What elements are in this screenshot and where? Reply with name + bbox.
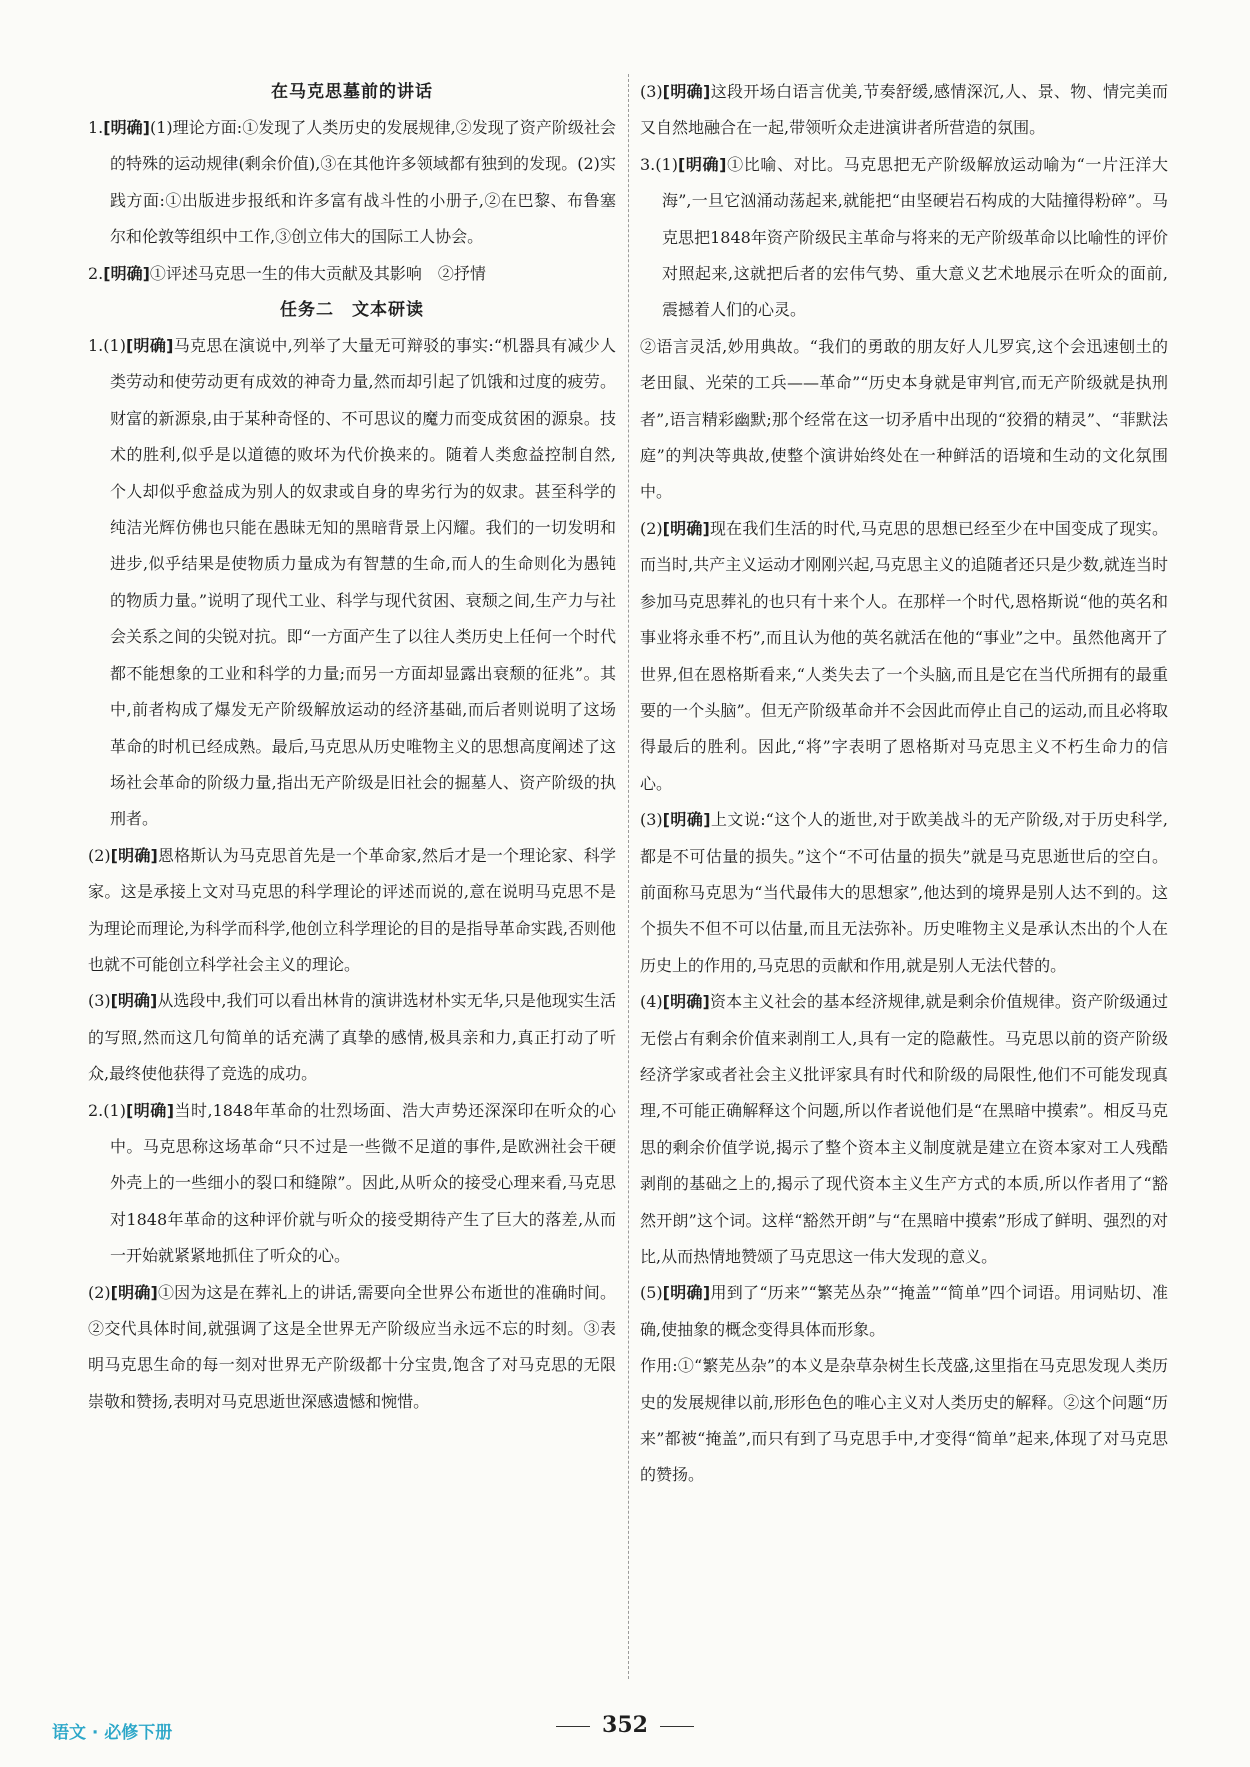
answer-2: 2.[明确]①评述马克思一生的伟大贡献及其影响 ②抒情 xyxy=(88,263,486,283)
answer-3-3: (3)[明确]上文说:“这个人的逝世,对于欧美战斗的无产阶级,对于历史科学,都是不可估量的损失。”这个“不可估量的损失”就是马克思逝世后的空白。前面称马克思为“当代最伟大的思想家”,他达到的境界是别人达不到的。这个损失不但不可以估量,而且无法弥补。历史唯物主义是承认杰出的个人在历史上的作用的,马克思的贡献和作用,就是别人无法代替的。 xyxy=(640,810,1168,975)
answer-1-2: (2)[明确]恩格斯认为马克思首先是一个革命家,然后才是一个理论家、科学家。这是承接上文对马克思的科学理论的评述而说的,意在说明马克思不是为理论而理论,为科学而科学,他创立科学理论的目的是指导革命实践,否则他也就不可能创立科学社会主义的理论。 xyxy=(88,845,616,974)
book-title-footer: 语文 · 必修下册 xyxy=(52,1723,173,1743)
answer-3-2: (2)[明确]现在我们生活的时代,马克思的思想已经至少在中国变成了现实。而当时,共产主义运动才刚刚兴起,马克思主义的追随者还只是少数,就连当时参加马克思葬礼的也只有十来个人。在那样一个时代,恩格斯说“他的英名和事业将永垂不朽”,而且认为他的英名就活在他的“事业”之中。虽然他离开了世界,但在恩格斯看来,“人类失去了一个头脑,而且是它在当代所拥有的最重要的一个头脑”。但无产阶级革命并不会因此而停止自己的运动,而且必将取得最后的胜利。因此,“将”字表明了恩格斯对马克思主义不朽生命力的信心。 xyxy=(640,518,1168,793)
task-title: 任务二 文本研读 xyxy=(280,300,424,321)
answer-1-3: (3)[明确]从选段中,我们可以看出林肯的演讲选材朴实无华,只是他现实生活的写照,然而这几句简单的话充满了真挚的感情,极具亲和力,真正打动了听众,最终使他获得了竞选的成功。 xyxy=(88,991,616,1084)
ming-que-label: [明确] xyxy=(110,991,158,1011)
ming-que-label: [明确] xyxy=(103,263,150,283)
ming-que-label: [明确] xyxy=(662,82,711,101)
section-title: 在马克思墓前的讲话 xyxy=(271,82,433,102)
ming-que-label: [明确] xyxy=(110,1282,158,1302)
answer-1: 1.[明确](1)理论方面:①发现了人类历史的发展规律,②发现了资产阶级社会的特殊的运动规律(剩余价值),③在其他许多领域都有独到的发现。(2)实践方面:①出版进步报纸和许多富有战斗性的小册子,②在巴黎、布鲁塞尔和伦敦等组织中工作,③创立伟大的国际工人协会。 xyxy=(88,118,616,247)
left-column xyxy=(88,74,629,1679)
answer-2-3: (3)[明确]这段开场白语言优美,节奏舒缓,感情深沉,人、景、物、情完美而又自然地融合在一起,带领听众走进演讲者所营造的氛围。 xyxy=(640,82,1168,138)
ming-que-label: [明确] xyxy=(103,118,150,137)
ming-que-label: [明确] xyxy=(110,845,158,865)
answer-3-1: 3.(1)[明确]①比喻、对比。马克思把无产阶级解放运动喻为“一片汪洋大海”,一旦它汹涌动荡起来,就能把“由坚硬岩石构成的大陆撞得粉碎”。马克思把1848年资产阶级民主革命与将来的无产阶级革命以比喻性的评价对照起来,这就把后者的宏伟气势、重大意义艺术地展示在听众的面前,震撼着人们的心灵。 xyxy=(640,154,1168,320)
answer-3-4: (4)[明确]资本主义社会的基本经济规律,就是剩余价值规律。资产阶级通过无偿占有剩余价值来剥削工人,具有一定的隐蔽性。马克思以前的资产阶级经济学家或者社会主义批评家具有时代和阶级的局限性,他们不可能发现真理,不可能正确解释这个问题,所以作者说他们是“在黑暗中摸索”。相反马克思的剩余价值学说,揭示了整个资本主义制度就是建立在资本家对工人残酷剥削的基础之上的,揭示了现代资本主义生产方式的本质,所以作者用了“豁然开朗”这个词。这样“豁然开朗”与“在黑暗中摸索”形成了鲜明、强烈的对比,从而热情地赞颂了马克思这一伟大发现的意义。 xyxy=(640,992,1168,1266)
answer-3-1-part2: ②语言灵活,妙用典故。“我们的勇敢的朋友好人儿罗宾,这个会迅速刨土的老田鼠、光荣的工兵——革命”“历史本身就是审判官,而无产阶级就是执刑者”,语言精彩幽默;那个经常在这一切矛盾中出现的“狡猾的精灵”、“菲默法庭”的判决等典故,使整个演讲始终处在一种鲜活的语境和生动的文化氛围中。 xyxy=(640,336,1168,502)
ming-que-label: [明确] xyxy=(662,810,711,830)
answer-2-2: (2)[明确]①因为这是在葬礼上的讲话,需要向全世界公布逝世的准确时间。②交代具体时间,就强调了这是全世界无产阶级应当永远不忘的时刻。③表明马克思生命的每一刻对世界无产阶级都十分宝贵,饱含了对马克思的无限崇敬和赞扬,表明对马克思逝世深感遗憾和惋惜。 xyxy=(88,1282,616,1411)
page-number: 352 xyxy=(540,1712,710,1738)
answer-3-5-part2: 作用:①“繁芜丛杂”的本义是杂草杂树生长茂盛,这里指在马克思发现人类历史的发展规律以前,形形色色的唯心主义对人类历史的解释。②这个问题“历来”都被“掩盖”,而只有到了马克思手中,才变得“简单”起来,体现了对马克思的赞扬。 xyxy=(640,1356,1168,1485)
page-dash-right xyxy=(660,1726,694,1727)
ming-que-label: [明确] xyxy=(125,336,174,356)
page-dash-left xyxy=(556,1726,590,1727)
answer-1-1: 1.(1)[明确]马克思在演说中,列举了大量无可辩驳的事实:“机器具有减少人类劳动和使劳动更有成效的神奇力量,然而却引起了饥饿和过度的疲劳。财富的新源泉,由于某种奇怪的、不可思议的魔力而变成贫困的源泉。技术的胜利,似乎是以道德的败坏为代价换来的。随着人类愈益控制自然,个人却似乎愈益成为别人的奴隶或自身的卑劣行为的奴隶。甚至科学的纯洁光辉仿佛也只能在愚昧无知的黑暗背景上闪耀。我们的一切发明和进步,似乎结果是使物质力量成为有智慧的生命,而人的生命则化为愚钝的物质力量。”说明了现代工业、科学与现代贫困、衰颓之间,生产力与社会关系之间的尖锐对抗。即“一方面产生了以往人类历史上任何一个时代都不能想象的工业和科学的力量;而另一方面却显露出衰颓的征兆”。其中,前者构成了爆发无产阶级解放运动的经济基础,而后者则说明了这场革命的时机已经成熟。最后,马克思从历史唯物主义的思想高度阐述了这场社会革命的阶级力量,指出无产阶级是旧社会的掘墓人、资产阶级的执刑者。 xyxy=(88,336,616,829)
right-column xyxy=(640,74,1168,1494)
ming-que-label: [明确] xyxy=(662,518,710,538)
ming-que-label: [明确] xyxy=(662,992,710,1012)
answer-3-5: (5)[明确]用到了“历来”“繁芜丛杂”“掩盖”“简单”四个词语。用词贴切、准确,使抽象的概念变得具体而形象。 xyxy=(640,1283,1168,1339)
ming-que-label: [明确] xyxy=(677,154,727,174)
ming-que-label: [明确] xyxy=(125,1100,175,1120)
answer-2-1: 2.(1)[明确]当时,1848年革命的壮烈场面、浩大声势还深深印在听众的心中。马克思称这场革命“只不过是一些微不足道的事件,是欧洲社会干硬外壳上的一些细小的裂口和缝隙”。因此,从听众的接受心理来看,马克思对1848年革命的这种评价就与听众的接受期待产生了巨大的落差,从而一开始就紧紧地抓住了听众的心。 xyxy=(88,1100,616,1266)
ming-que-label: [明确] xyxy=(662,1283,711,1303)
